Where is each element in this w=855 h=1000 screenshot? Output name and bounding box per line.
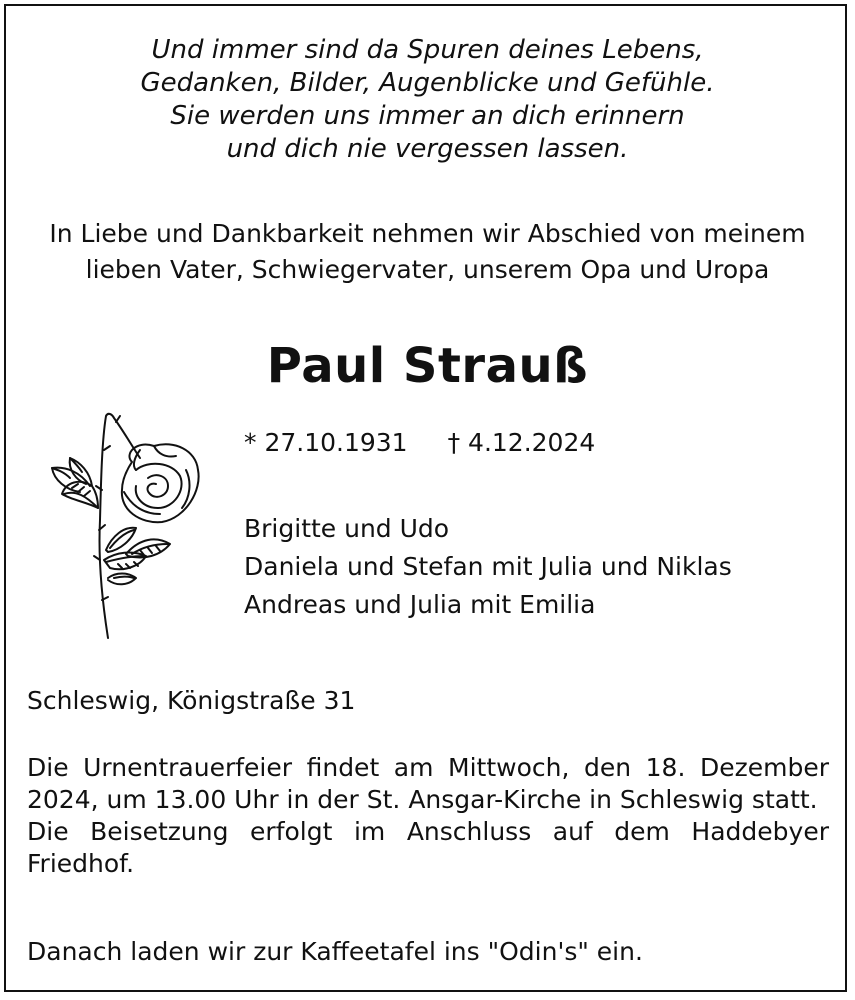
life-dates	[244, 428, 595, 457]
ceremony-details	[27, 752, 829, 880]
poem-line: Sie werden uns immer an dich erinnern	[170, 101, 685, 131]
intro-line: lieben Vater, Schwiegervater, unserem Opa und Uropa	[85, 255, 770, 284]
poem-line: und dich nie vergessen lassen.	[226, 134, 629, 164]
reception-invitation: Danach laden wir zur Kaffeetafel ins "Odin's" ein.	[27, 937, 643, 966]
death-date: † 4.12.2024	[447, 428, 596, 457]
poem-line: Gedanken, Bilder, Augenblicke und Gefühle.	[140, 68, 715, 98]
mourner-line: Daniela und Stefan mit Julia und Niklas	[244, 552, 732, 581]
rose-illustration-icon	[36, 410, 206, 642]
intro-line: In Liebe und Dankbarkeit nehmen wir Abschied von meinem	[49, 219, 806, 248]
poem-line: Und immer sind da Spuren deines Lebens,	[151, 35, 704, 65]
funeral-service-text: Die Urnentrauerfeier findet am Mittwoch, den 18. Dezember 2024, um 13.00 Uhr in der St. Ansgar-Kirche in Schleswig statt.	[27, 753, 829, 814]
farewell-intro	[0, 216, 855, 288]
mourners-list	[244, 510, 732, 624]
birth-date: * 27.10.1931	[244, 428, 408, 457]
burial-text: Die Beisetzung erfolgt im Anschluss auf dem Haddebyer Friedhof.	[27, 817, 829, 878]
memorial-poem	[0, 34, 855, 166]
mourner-line: Andreas und Julia mit Emilia	[244, 590, 596, 619]
mourner-line: Brigitte und Udo	[244, 514, 450, 543]
family-address: Schleswig, Königstraße 31	[27, 686, 356, 715]
deceased-name: Paul Strauß	[266, 338, 589, 394]
